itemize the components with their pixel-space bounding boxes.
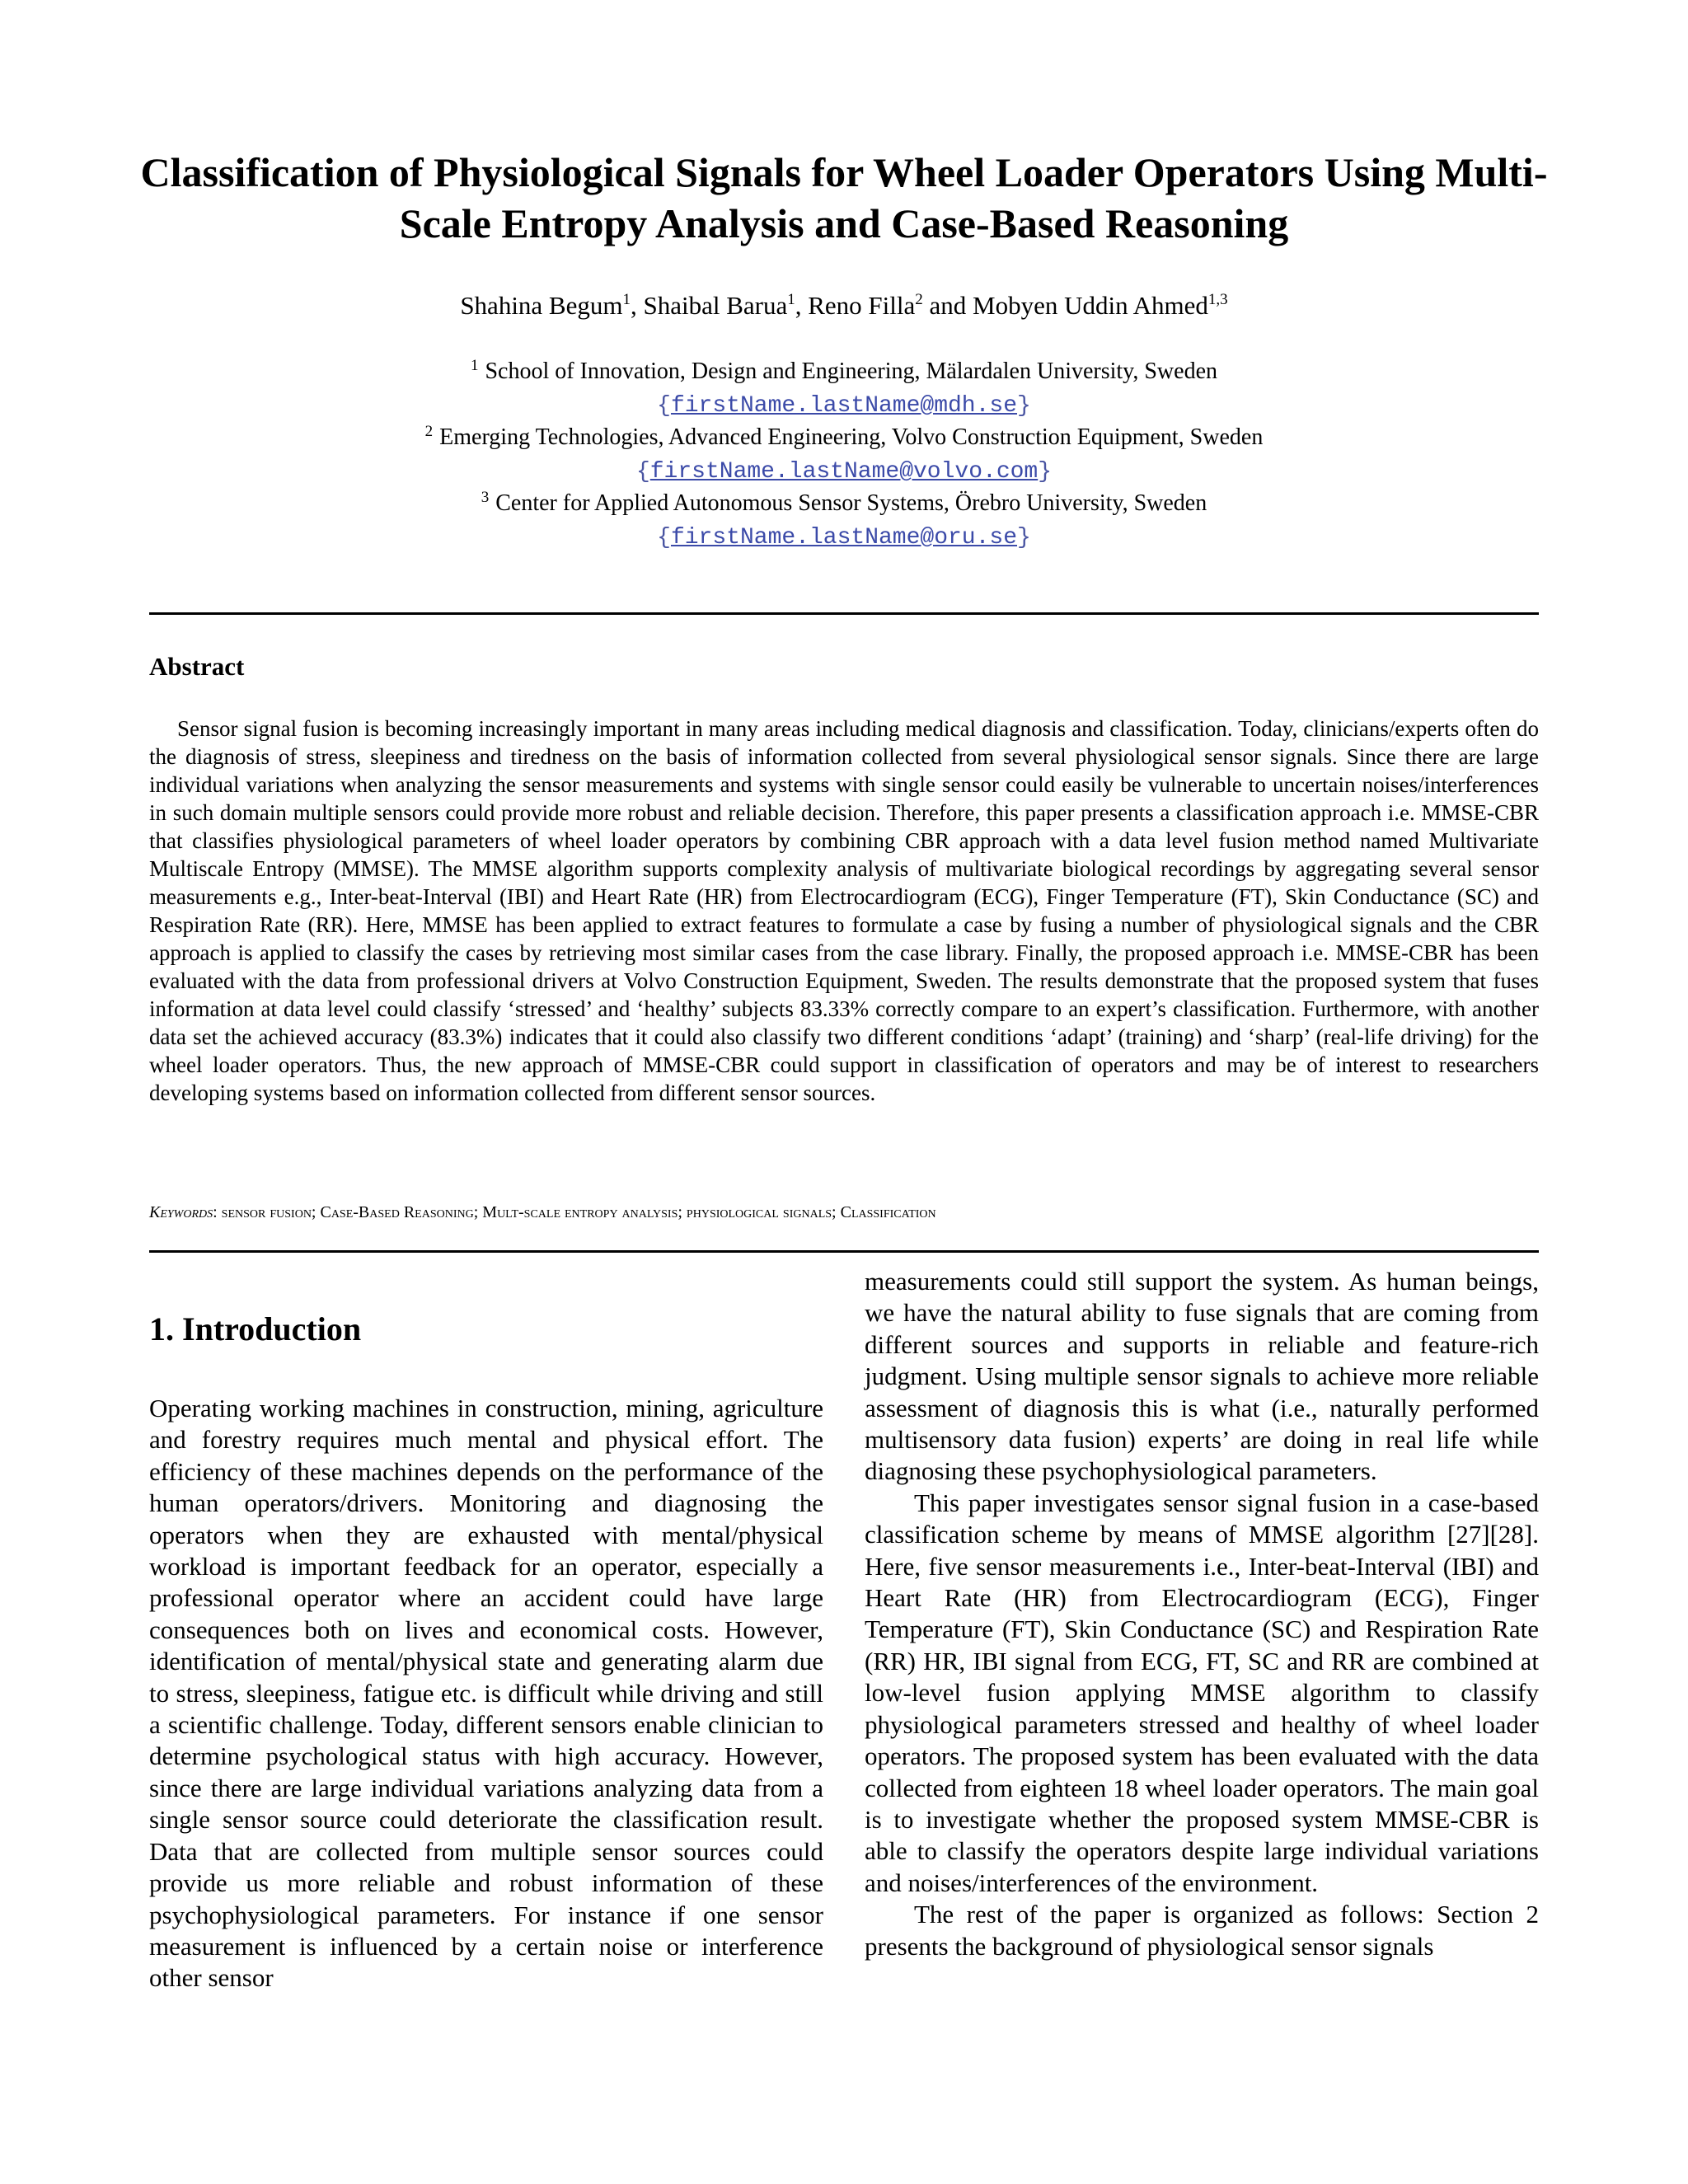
- author-name: Shahina Begum: [460, 291, 623, 320]
- keywords-label: Keywords: [149, 1203, 213, 1221]
- affiliation-1-email: {firstName.lastName@mdh.se}: [657, 393, 1031, 419]
- author-affiliation-mark: 1: [622, 291, 631, 308]
- intro-paragraph-right-3: The rest of the paper is organized as follows: Section 2 presents the background of physiological sensor signals: [865, 1900, 1539, 1961]
- right-column: [865, 1266, 1539, 1962]
- abstract-text: Sensor signal fusion is becoming increasingly important in many areas including medical diagnosis and classification. Today, clinicians/experts often do the diagnosis of stress, sleepiness and tiredness on the basis of information collected from several physiological sensor signals. Since there are large individual variations when analyzing the sensor measurements and systems with single sensor could easily be vulnerable to uncertain noises/interferences in such domain multiple sensors could provide more robust and reliable decision. Therefore, this paper presents a classification approach i.e. MMSE-CBR that classifies physiological parameters of wheel loader operators by combining CBR approach with a data level fusion method named Multivariate Multiscale Entropy (MMSE). The MMSE algorithm supports complexity analysis of multivariate biological recordings by aggregating several sensor measurements e.g., Inter-beat-Interval (IBI) and Heart Rate (HR) from Electrocardiogram (ECG), Finger Temperature (FT), Skin Conductance (SC) and Respiration Rate (RR). Here, MMSE has been applied to extract features to formulate a case by fusing a number of physiological signals and the CBR approach is applied to classify the cases by retrieving most similar cases from the case library. Finally, the proposed approach i.e. MMSE-CBR has been evaluated with the data from professional drivers at Volvo Construction Equipment, Sweden. The results demonstrate that the proposed system that fuses information at data level could classify ‘stressed’ and ‘healthy’ subjects 83.33% correctly compare to an expert’s classification. Furthermore, with another data set the achieved accuracy (83.3%) indicates that it could also classify two different conditions ‘adapt’ (training) and ‘sharp’ (real-life driving) for the wheel loader operators. Thus, the new approach of MMSE-CBR could support in classification of operators and may be of interest to researchers developing systems based on information collected from different sensor sources.: [149, 716, 1539, 1105]
- abstract-heading: Abstract: [149, 652, 245, 681]
- intro-paragraph-left: Operating working machines in construction, mining, agriculture and forestry requires much mental and physical effort. The efficiency of these machines depends on the performance of the human operators/drivers. Monitoring and diagnosing the operators when they are exhausted with mental/physical workload is important feedback for an operator, especially a professional operator where an accident could have large consequences both on lives and economical costs. However, identification of mental/physical state and generating alarm due to stress, sleepiness, fatigue etc. is difficult while driving and still a scientific challenge. Today, different sensors enable clinician to determine psychological status with high accuracy. However, since there are large individual variations analyzing data from a single sensor source could deteriorate the classification result. Data that are collected from multiple sensor sources could provide us more reliable and robust information of these psychophysiological parameters. For instance if one sensor measurement is influenced by a certain noise or interference other sensor: [149, 1394, 823, 1993]
- affiliation-3: $^3$ Center for Applied Autonomous Sensor Systems, Örebro University, Sweden: [481, 489, 1207, 516]
- paper-title: Classification of Physiological Signals for Wheel Loader Operators Using Multi-Scale Entropy Analysis and Case-Based Reasoning: [140, 149, 1548, 246]
- abstract-divider: [149, 1250, 1539, 1253]
- author-list: Shahina Begum$^1$, Shaibal Barua$^1$, Reno Filla$^2$ and Mobyen Uddin Ahmed$^{1,3}$: [460, 291, 1228, 320]
- keywords-line: [149, 1201, 1539, 1224]
- affiliation-2-email: {firstName.lastName@volvo.com}: [635, 459, 1053, 485]
- affiliation-2: $^2$ Emerging Technologies, Advanced Engineering, Volvo Construction Equipment, Sweden: [424, 423, 1264, 450]
- author-name: Reno Filla: [808, 291, 916, 320]
- author-affiliation-mark: 2: [915, 291, 923, 308]
- email-link[interactable]: firstName.lastName@oru.se: [670, 525, 1018, 551]
- affiliation-3-email: {firstName.lastName@oru.se}: [657, 525, 1031, 551]
- author-affiliation-mark: 1,3: [1207, 291, 1228, 308]
- intro-paragraph-right-2: This paper investigates sensor signal fusion in a case-based classification scheme by means of MMSE algorithm [27][28]. Here, five sensor measurements i.e., Inter-beat-Interval (IBI) and Heart Rate (HR) from Electrocardiogram (ECG), Finger Temperature (FT), Skin Conductance (SC) and Respiration Rate (RR) HR, IBI signal from ECG, FT, SC and RR are combined at low-level fusion applying MMSE algorithm to classify physiological parameters stressed and healthy of wheel loader operators. The proposed system has been evaluated with the data collected from eighteen 18 wheel loader operators. The main goal is to investigate whether the proposed system MMSE-CBR is able to classify the operators despite large individual variations and noises/interferences of the environment.: [865, 1488, 1539, 1897]
- keywords-list: : sensor fusion; Case-Based Reasoning; Mult-scale entropy analysis; physiological signals; Classification: [213, 1203, 936, 1221]
- header-divider: [149, 612, 1539, 615]
- email-link[interactable]: firstName.lastName@volvo.com: [649, 459, 1039, 485]
- author-name: Shaibal Barua: [643, 291, 788, 320]
- affiliation-1: $^1$ School of Innovation, Design and Engineering, Mälardalen University, Sweden: [470, 357, 1218, 384]
- author-name: Mobyen Uddin Ahmed: [973, 291, 1208, 320]
- author-affiliation-mark: 1: [787, 291, 795, 308]
- intro-paragraph-right-1: measurements could still support the system. As human beings, we have the natural ability to fuse signals that are coming from different sources and supports in reliable and feature-rich judgment. Using multiple sensor signals to achieve more reliable assessment of diagnosis this is what (i.e., naturally performed multisensory data fusion) experts’ are doing in real life while diagnosing these psychophysiological parameters.: [865, 1267, 1539, 1486]
- section-heading: 1. Introduction: [149, 1310, 362, 1347]
- email-link[interactable]: firstName.lastName@mdh.se: [670, 393, 1018, 419]
